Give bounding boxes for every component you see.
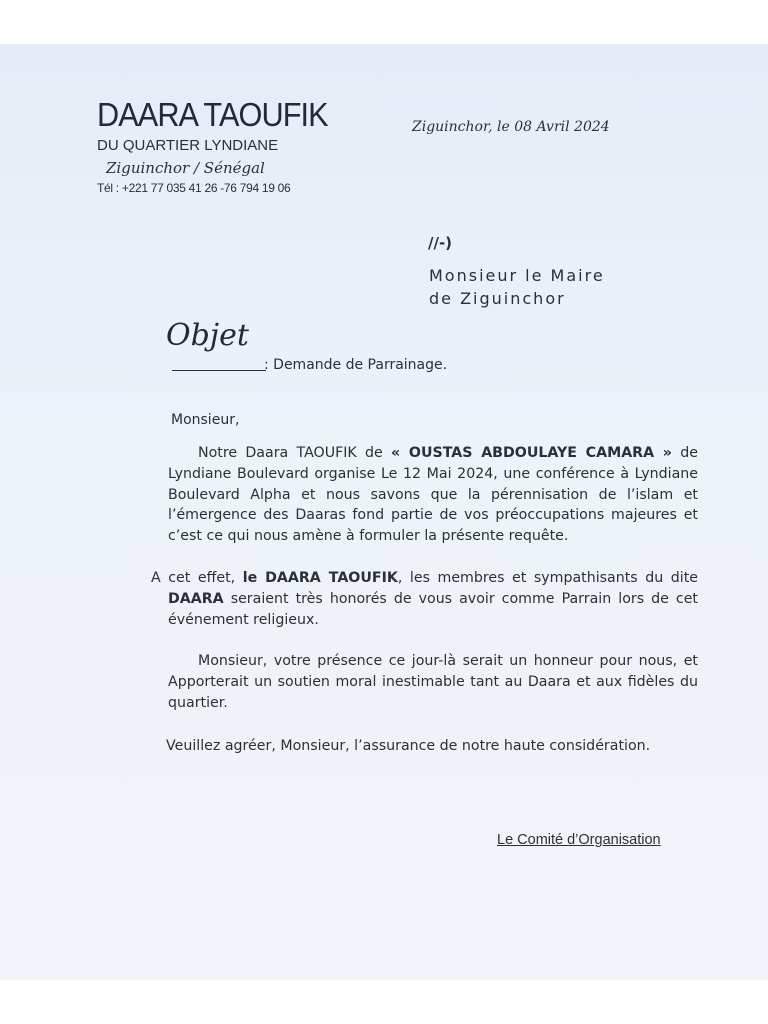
body-paragraph-2 — [151, 568, 698, 630]
p2-text-c: seraient très honorés de vous avoir comme Parrain lors de cet événement religieux. — [168, 590, 698, 628]
recipient-line-1: Monsieur le Maire — [429, 266, 605, 285]
body-paragraph-4 — [168, 736, 698, 757]
p2-text-b: , les membres et sympathisants du dite — [397, 570, 698, 586]
place-and-date: Ziguinchor, le 08 Avril 2024 — [412, 119, 610, 135]
p1-bold-name: « OUSTAS ABDOULAYE CAMARA » — [391, 445, 672, 461]
p1-text-a: Notre Daara TAOUFIK de — [198, 445, 392, 461]
signature: Le Comité d’Organisation — [497, 832, 661, 848]
letterhead-phone: Tél : +221 77 035 41 26 -76 794 19 06 — [97, 181, 291, 195]
p2-bold-1: le DAARA TAOUFIK — [242, 570, 398, 586]
p1-text-b: de Lyndiane Boulevard organise Le 12 Mai 2024, une conférence à Lyndiane Boulevard Alpha et nous savons que la pérennisation de l’islam et l’émergence des Daaras fond partie de vos préoccupations majeures et c’est ce qui nous amène à formuler la présente requête. — [168, 445, 698, 545]
greeting: Monsieur, — [171, 412, 240, 428]
letterhead-org-city: Ziguinchor / Sénégal — [106, 159, 265, 177]
letter-page — [0, 44, 768, 980]
subject-underline — [172, 370, 266, 371]
p4-text: Veuillez agréer, Monsieur, l’assurance de notre haute considération. — [166, 738, 651, 754]
subject-label: Objet — [166, 318, 249, 353]
body-paragraph-3 — [168, 651, 698, 713]
p2-bold-2: DAARA — [168, 590, 224, 607]
letterhead-org-subtitle: DU QUARTIER LYNDIANE — [97, 137, 279, 154]
subject-text: : Demande de Parrainage. — [264, 357, 448, 373]
reference-mark: //-) — [428, 234, 453, 252]
p2-text-a: A cet effet, — [151, 570, 243, 586]
recipient-block — [429, 264, 605, 310]
recipient-line-2: de Ziguinchor — [429, 289, 566, 308]
letterhead-org-name: DAARA TAOUFIK — [97, 96, 328, 133]
p3-text: Monsieur, votre présence ce jour-là serait un honneur pour nous, et Apporterait un soutien moral inestimable tant au Daara et aux fidèles du quartier. — [168, 653, 698, 711]
body-paragraph-1 — [168, 443, 698, 547]
